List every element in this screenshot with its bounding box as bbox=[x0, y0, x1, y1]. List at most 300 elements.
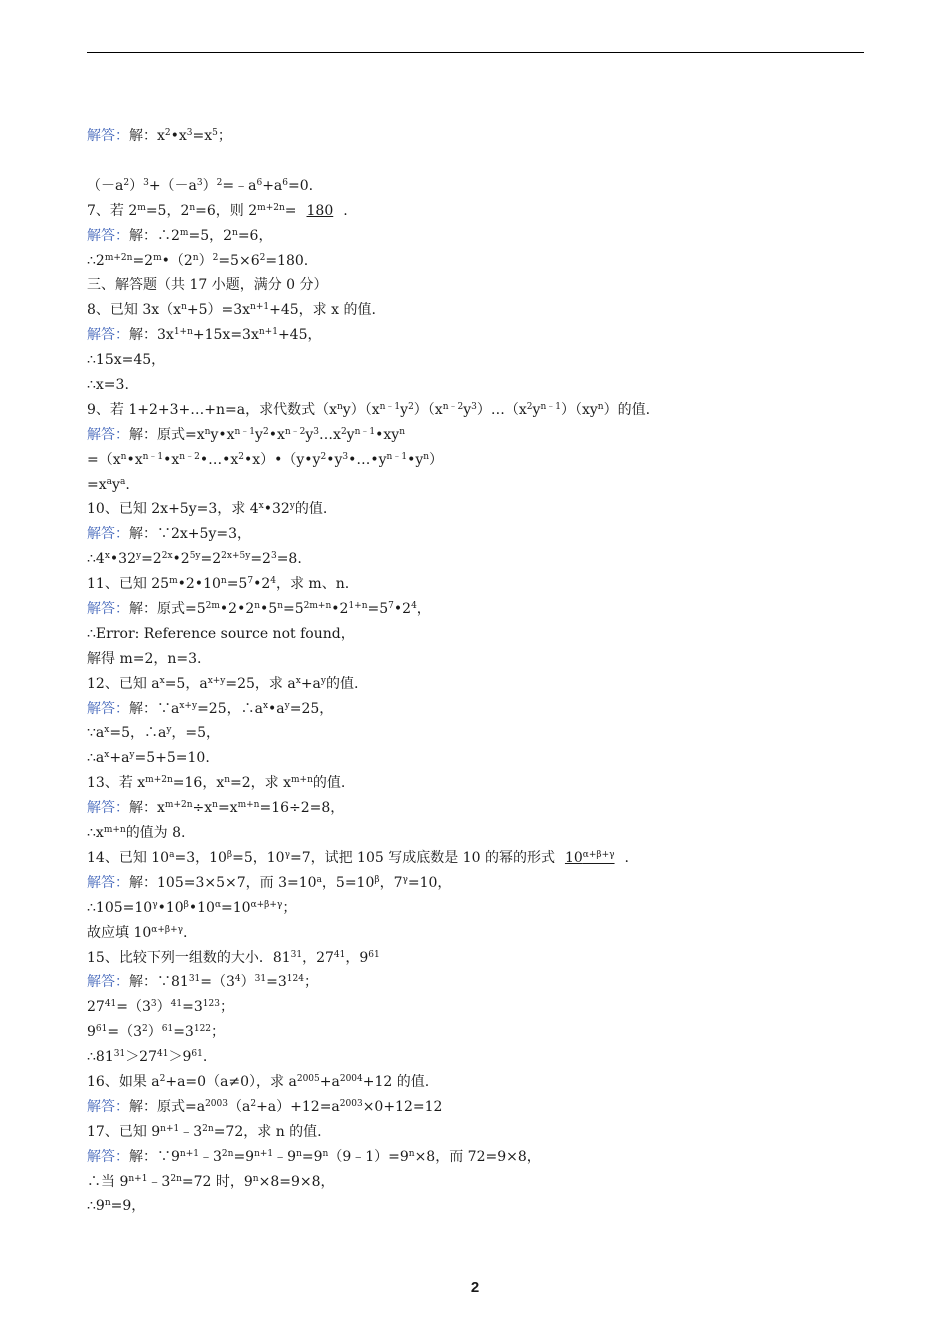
superscript: 2 bbox=[238, 451, 244, 462]
text-line bbox=[87, 373, 864, 398]
superscript: n bbox=[120, 451, 127, 462]
superscript: n bbox=[277, 601, 284, 612]
text-run: ） bbox=[147, 1024, 162, 1041]
text-run: ∵a bbox=[87, 725, 105, 742]
superscript: n bbox=[399, 426, 405, 437]
text-line bbox=[87, 1045, 864, 1070]
text-line bbox=[87, 149, 864, 174]
superscript: x bbox=[258, 501, 264, 512]
text-run: =9 bbox=[233, 1148, 255, 1165]
superscript: n bbox=[189, 202, 196, 213]
text-run: 解得 m=2，n=3. bbox=[87, 650, 202, 667]
text-run: （－a bbox=[87, 177, 124, 194]
text-run: =3，10 bbox=[174, 849, 227, 866]
solution-label: 解答： bbox=[87, 426, 129, 443]
superscript: n bbox=[192, 252, 199, 263]
text-run: 的值为 8. bbox=[125, 825, 186, 842]
superscript: m bbox=[153, 252, 162, 263]
text-run: •2•2 bbox=[219, 601, 255, 618]
text-run: ∴105=10 bbox=[87, 899, 153, 916]
text-run: ∴x=3. bbox=[87, 377, 129, 394]
text-line bbox=[87, 746, 864, 771]
text-run: =2，求 x bbox=[230, 775, 292, 792]
text-run: =5，∴a bbox=[109, 725, 167, 742]
text-line bbox=[87, 647, 864, 672]
text-run: 17、已知 9 bbox=[87, 1123, 161, 1140]
answer-exponent: α+β+γ bbox=[582, 849, 615, 860]
superscript: n﹣1 bbox=[142, 451, 164, 462]
text-run: •x）•（y•y bbox=[243, 451, 321, 468]
text-run: . bbox=[202, 1049, 208, 1066]
text-run: ∴当 9 bbox=[87, 1173, 129, 1190]
text-run: ，27 bbox=[302, 949, 334, 966]
text-run: =9， bbox=[110, 1198, 146, 1215]
superscript: β bbox=[374, 874, 380, 885]
text-run: 解：∵81 bbox=[129, 974, 189, 991]
text-run: •y bbox=[407, 451, 424, 468]
solution-label: 解答： bbox=[87, 874, 129, 891]
text-run: 解：原式=5 bbox=[129, 601, 206, 618]
text-run: y bbox=[532, 401, 541, 418]
text-run: =x bbox=[87, 476, 107, 493]
text-line bbox=[87, 1020, 864, 1045]
text-run: ×0+12=12 bbox=[362, 1098, 443, 1115]
superscript: 2004 bbox=[339, 1073, 363, 1084]
text-line bbox=[87, 796, 864, 821]
text-run: x bbox=[157, 128, 165, 144]
text-run: ）…（x bbox=[476, 401, 527, 418]
superscript: y bbox=[284, 700, 290, 711]
text-run: +a bbox=[319, 1073, 340, 1090]
text-run: …x bbox=[319, 426, 341, 443]
text-run: 12、已知 a bbox=[87, 675, 160, 692]
text-run: 解：3x bbox=[129, 327, 174, 344]
superscript: 31 bbox=[188, 974, 201, 985]
superscript: 122 bbox=[193, 1024, 212, 1035]
text-run: ∴81 bbox=[87, 1049, 114, 1066]
text-run: =16，x bbox=[172, 775, 225, 792]
superscript: a bbox=[169, 849, 175, 860]
text-line bbox=[87, 497, 864, 522]
superscript: 4 bbox=[234, 974, 241, 985]
text-run: 三、解答题（共 17 小题，满分 0 分） bbox=[87, 277, 328, 294]
superscript: 2n bbox=[221, 1148, 234, 1159]
text-run: +a bbox=[109, 750, 130, 767]
text-run: 解：∵9 bbox=[129, 1148, 180, 1165]
text-run: y）（x bbox=[342, 401, 380, 418]
text-run: ） bbox=[240, 974, 255, 991]
superscript: 41 bbox=[157, 1049, 169, 1060]
text-run: 故应填 10 bbox=[87, 924, 152, 941]
text-run: =3 bbox=[266, 974, 287, 991]
superscript: x bbox=[159, 675, 165, 686]
text-run: 27 bbox=[87, 999, 105, 1016]
page-number: 2 bbox=[470, 1279, 480, 1296]
text-line bbox=[87, 1194, 864, 1219]
superscript: n+1 bbox=[179, 1148, 199, 1159]
text-run: ，5=10 bbox=[321, 874, 375, 891]
superscript: 2 bbox=[159, 1073, 166, 1084]
text-line bbox=[87, 1170, 864, 1195]
text-run: •10 bbox=[188, 899, 215, 916]
text-run: ）（x bbox=[413, 401, 443, 418]
solution-label: 解答： bbox=[87, 800, 129, 817]
solution-label: 解答： bbox=[87, 227, 129, 244]
text-run: •x bbox=[170, 128, 187, 144]
text-run: =5，2 bbox=[188, 227, 233, 244]
superscript: n bbox=[220, 576, 227, 587]
text-run: 13、若 x bbox=[87, 775, 146, 792]
text-run: 解： bbox=[129, 128, 157, 144]
answer-value: 10 bbox=[564, 849, 583, 866]
text-run: 15、比较下列一组数的大小．81 bbox=[87, 949, 291, 966]
text-run: 9 bbox=[87, 1024, 96, 1041]
text-run: =72 时，9 bbox=[181, 1173, 253, 1190]
text-run: +15x=3x bbox=[192, 327, 259, 344]
text-run: =x bbox=[217, 800, 238, 817]
text-run: y bbox=[346, 426, 355, 443]
superscript: m bbox=[137, 202, 146, 213]
solution-label: 解答： bbox=[87, 601, 129, 618]
text-line bbox=[87, 771, 864, 796]
text-line bbox=[87, 871, 864, 896]
text-run: =5 bbox=[367, 601, 389, 618]
text-run: •2 bbox=[172, 551, 190, 568]
superscript: 2003 bbox=[205, 1098, 228, 1109]
text-run: 解：105=3×5×7，而 3=10 bbox=[129, 874, 317, 891]
text-run: =16÷2=8， bbox=[259, 800, 345, 817]
text-run: . bbox=[343, 202, 348, 219]
text-run: ） bbox=[429, 451, 444, 468]
text-line bbox=[87, 970, 864, 995]
superscript: y bbox=[129, 750, 135, 761]
superscript: n bbox=[252, 1173, 259, 1184]
text-line bbox=[87, 1145, 864, 1170]
text-line bbox=[87, 522, 864, 547]
superscript: m+n bbox=[103, 825, 126, 836]
text-line bbox=[87, 721, 864, 746]
superscript: 7 bbox=[388, 601, 394, 612]
superscript: 3 bbox=[270, 551, 277, 562]
text-run: •32 bbox=[263, 501, 290, 518]
text-line bbox=[87, 622, 864, 647]
text-run: y•x bbox=[210, 426, 235, 443]
solution-label: 解答： bbox=[87, 128, 129, 144]
text-run: =（3 bbox=[107, 1024, 143, 1041]
superscript: m bbox=[179, 227, 189, 238]
superscript: n bbox=[423, 451, 430, 462]
superscript: 3 bbox=[143, 177, 149, 188]
text-run: 10、已知 2x+5y=3，求 4 bbox=[87, 501, 259, 518]
text-run: ，9 bbox=[345, 949, 369, 966]
text-line bbox=[87, 821, 864, 846]
superscript: n+1 bbox=[128, 1173, 148, 1184]
superscript: n bbox=[322, 1148, 329, 1159]
superscript: n﹣2 bbox=[179, 451, 200, 462]
text-run: =6，则 2 bbox=[195, 202, 258, 219]
text-line bbox=[87, 348, 864, 373]
superscript: y bbox=[135, 551, 142, 562]
text-line bbox=[87, 199, 864, 224]
superscript: 1+n bbox=[348, 601, 368, 612]
header-rule bbox=[87, 52, 864, 53]
superscript: n﹣1 bbox=[354, 426, 376, 437]
superscript: 2 bbox=[408, 401, 414, 412]
text-run: ） bbox=[129, 177, 144, 194]
superscript: 31 bbox=[113, 1049, 126, 1060]
text-run: . bbox=[125, 476, 130, 493]
text-run: （9﹣1）=9 bbox=[328, 1148, 409, 1165]
text-run: =3 bbox=[173, 1024, 194, 1041]
text-line bbox=[87, 1120, 864, 1145]
superscript: m+2n bbox=[104, 252, 133, 263]
superscript: 2 bbox=[340, 426, 347, 437]
superscript: n+1 bbox=[250, 302, 270, 313]
text-run: 解：原式=a bbox=[129, 1098, 206, 1115]
superscript: m+2n bbox=[257, 202, 285, 213]
text-run: •a bbox=[268, 700, 285, 717]
superscript: 2 bbox=[142, 1024, 148, 1035]
text-run: =5+5=10. bbox=[134, 750, 210, 767]
text-run: •2 bbox=[331, 601, 349, 618]
superscript: 61 bbox=[95, 1024, 108, 1035]
text-line bbox=[87, 597, 864, 622]
text-run: y bbox=[400, 401, 409, 418]
text-run: ﹣3 bbox=[179, 1123, 203, 1140]
text-run: 解：∴2 bbox=[129, 227, 180, 244]
text-run: 的值. bbox=[294, 501, 328, 518]
superscript: 1+n bbox=[173, 327, 193, 338]
text-run: ，=5， bbox=[171, 725, 221, 742]
text-run: ； bbox=[211, 1024, 226, 1041]
text-run: =2 bbox=[132, 252, 154, 269]
text-run: y bbox=[255, 426, 263, 443]
text-run: =180. bbox=[265, 252, 309, 269]
text-line bbox=[87, 124, 864, 149]
text-run: •x bbox=[163, 451, 180, 468]
text-run: . bbox=[624, 849, 629, 866]
text-run: ） bbox=[202, 177, 217, 194]
text-run: ； bbox=[219, 999, 234, 1016]
superscript: γ bbox=[402, 874, 408, 885]
superscript: 2 bbox=[212, 252, 219, 263]
text-run: y bbox=[463, 401, 472, 418]
text-run: •x bbox=[126, 451, 143, 468]
superscript: 2 bbox=[250, 1098, 257, 1109]
answer-blank bbox=[555, 846, 625, 871]
superscript: 5y bbox=[189, 551, 201, 562]
superscript: 61 bbox=[191, 1049, 203, 1060]
superscript: 2005 bbox=[296, 1073, 320, 1084]
superscript: y bbox=[289, 501, 295, 512]
superscript: 2m+n bbox=[303, 601, 332, 612]
text-run: ； bbox=[282, 899, 297, 916]
text-line bbox=[87, 697, 864, 722]
text-run: ； bbox=[303, 974, 318, 991]
superscript: 6 bbox=[256, 177, 263, 188]
superscript: 61 bbox=[368, 949, 380, 960]
superscript: x+y bbox=[207, 675, 226, 686]
superscript: 2n bbox=[170, 1173, 182, 1184]
text-run: 9、若 1+2+3+…+n=a，求代数式（x bbox=[87, 401, 337, 418]
text-run: ； bbox=[217, 128, 232, 144]
solution-label: 解答： bbox=[87, 1098, 129, 1115]
text-run: =2 bbox=[141, 551, 162, 568]
text-run: =5×6 bbox=[218, 252, 260, 269]
text-run: =2 bbox=[200, 551, 222, 568]
text-run: +a bbox=[300, 675, 321, 692]
superscript: n﹣1 bbox=[379, 401, 401, 412]
text-run: =5，10 bbox=[232, 849, 285, 866]
text-run: 11、已知 25 bbox=[87, 576, 170, 593]
text-line bbox=[87, 547, 864, 572]
superscript: 41 bbox=[170, 999, 183, 1010]
text-run: =5 bbox=[226, 576, 248, 593]
text-run: =2 bbox=[250, 551, 271, 568]
text-line bbox=[87, 896, 864, 921]
superscript: x bbox=[104, 750, 110, 761]
text-run: +（－a bbox=[148, 177, 197, 194]
document-body bbox=[87, 124, 864, 1219]
text-run: y bbox=[305, 426, 314, 443]
text-run: =（3 bbox=[200, 974, 235, 991]
text-run: ﹣3 bbox=[199, 1148, 222, 1165]
text-run: +a=0（a≠0），求 a bbox=[165, 1073, 297, 1090]
text-run: ∴15x=45， bbox=[87, 352, 166, 369]
text-line bbox=[87, 572, 864, 597]
superscript: n﹣2 bbox=[284, 426, 306, 437]
text-run: +45， bbox=[277, 327, 322, 344]
text-run: ）的值. bbox=[603, 401, 651, 418]
text-run: （a bbox=[227, 1098, 251, 1115]
text-run: ∴4 bbox=[87, 551, 105, 568]
text-line bbox=[87, 946, 864, 971]
text-run: ，7 bbox=[379, 874, 403, 891]
text-run: =5 bbox=[283, 601, 304, 618]
text-run: •（2 bbox=[161, 252, 193, 269]
superscript: m+n bbox=[291, 775, 313, 786]
text-run: •y bbox=[326, 451, 343, 468]
text-run: ） bbox=[198, 252, 213, 269]
superscript: 6 bbox=[282, 177, 288, 188]
superscript: m+2n bbox=[145, 775, 173, 786]
superscript: n bbox=[337, 401, 343, 412]
text-run: y bbox=[112, 476, 120, 493]
text-line bbox=[87, 995, 864, 1020]
superscript: n bbox=[232, 227, 238, 238]
text-line bbox=[87, 423, 864, 448]
superscript: 41 bbox=[333, 949, 346, 960]
text-run: •10 bbox=[157, 899, 184, 916]
text-run: 7、若 2 bbox=[87, 202, 138, 219]
text-run: =（x bbox=[87, 451, 121, 468]
text-line bbox=[87, 846, 864, 871]
superscript: 2 bbox=[216, 177, 223, 188]
solution-label: 解答： bbox=[87, 974, 129, 991]
text-run: •…•y bbox=[348, 451, 387, 468]
superscript: n+1 bbox=[258, 327, 278, 338]
superscript: n bbox=[408, 1148, 415, 1159]
text-run: =10 bbox=[221, 899, 251, 916]
superscript: m+2n bbox=[164, 800, 193, 811]
superscript: 2 bbox=[320, 451, 327, 462]
superscript: 2003 bbox=[339, 1098, 363, 1109]
text-run: +45，求 x 的值. bbox=[269, 302, 376, 319]
text-line bbox=[87, 672, 864, 697]
text-run: ×8，而 72=9×8， bbox=[414, 1148, 541, 1165]
text-run: •2 bbox=[393, 601, 412, 618]
superscript: x bbox=[104, 725, 110, 736]
superscript: γ bbox=[152, 899, 158, 910]
superscript: 2 bbox=[526, 401, 533, 412]
text-line bbox=[87, 1070, 864, 1095]
superscript: 3 bbox=[342, 451, 349, 462]
text-run: =3 bbox=[182, 999, 203, 1016]
text-run: •2•10 bbox=[177, 576, 221, 593]
text-run: ∴a bbox=[87, 750, 105, 767]
text-run: +a bbox=[262, 177, 283, 194]
superscript: 3 bbox=[471, 401, 477, 412]
solution-label: 解答： bbox=[87, 327, 129, 344]
superscript: x bbox=[262, 700, 269, 711]
superscript: n+1 bbox=[254, 1148, 274, 1159]
text-run: ÷x bbox=[192, 800, 213, 817]
text-run: 解：∵2x+5y=3， bbox=[129, 526, 251, 543]
text-run: ，求 m、n. bbox=[275, 576, 350, 593]
superscript: 2n bbox=[202, 1123, 214, 1134]
superscript: α+β+γ bbox=[151, 924, 184, 935]
superscript: 2 bbox=[262, 426, 269, 437]
superscript: n bbox=[597, 401, 604, 412]
superscript: β bbox=[183, 899, 189, 910]
text-run: •x bbox=[268, 426, 285, 443]
superscript: 123 bbox=[202, 999, 220, 1010]
text-run: =72，求 n 的值. bbox=[213, 1123, 322, 1140]
text-run: 16、如果 a bbox=[87, 1073, 160, 1090]
superscript: 3 bbox=[150, 999, 157, 1010]
superscript: 2x+5y bbox=[221, 551, 251, 562]
superscript: 2 bbox=[123, 177, 130, 188]
superscript: n bbox=[254, 601, 261, 612]
superscript: n bbox=[212, 800, 218, 811]
answer-value: 180 bbox=[306, 202, 334, 219]
text-run: =9 bbox=[301, 1148, 323, 1165]
superscript: x+y bbox=[179, 700, 198, 711]
superscript: x bbox=[295, 675, 301, 686]
text-run: =8. bbox=[276, 551, 302, 568]
text-line bbox=[87, 224, 864, 249]
text-run: =x bbox=[192, 128, 213, 144]
superscript: 41 bbox=[104, 999, 117, 1010]
superscript: y bbox=[166, 725, 172, 736]
text-run: =﹣a bbox=[222, 177, 257, 194]
superscript: a bbox=[316, 874, 322, 885]
text-run: =5，2 bbox=[145, 202, 190, 219]
superscript: 4 bbox=[270, 576, 276, 587]
text-run: =25，求 a bbox=[225, 675, 296, 692]
superscript: m bbox=[169, 576, 178, 587]
text-run: =25， bbox=[289, 700, 334, 717]
text-run: =6， bbox=[237, 227, 273, 244]
superscript: a bbox=[119, 476, 126, 487]
text-run: =10， bbox=[407, 874, 452, 891]
text-line bbox=[87, 398, 864, 423]
superscript: n bbox=[224, 775, 231, 786]
text-run: •xy bbox=[375, 426, 400, 443]
text-run: ∴x bbox=[87, 825, 104, 842]
text-run: 解：原式=x bbox=[129, 426, 205, 443]
superscript: 61 bbox=[161, 1024, 174, 1035]
